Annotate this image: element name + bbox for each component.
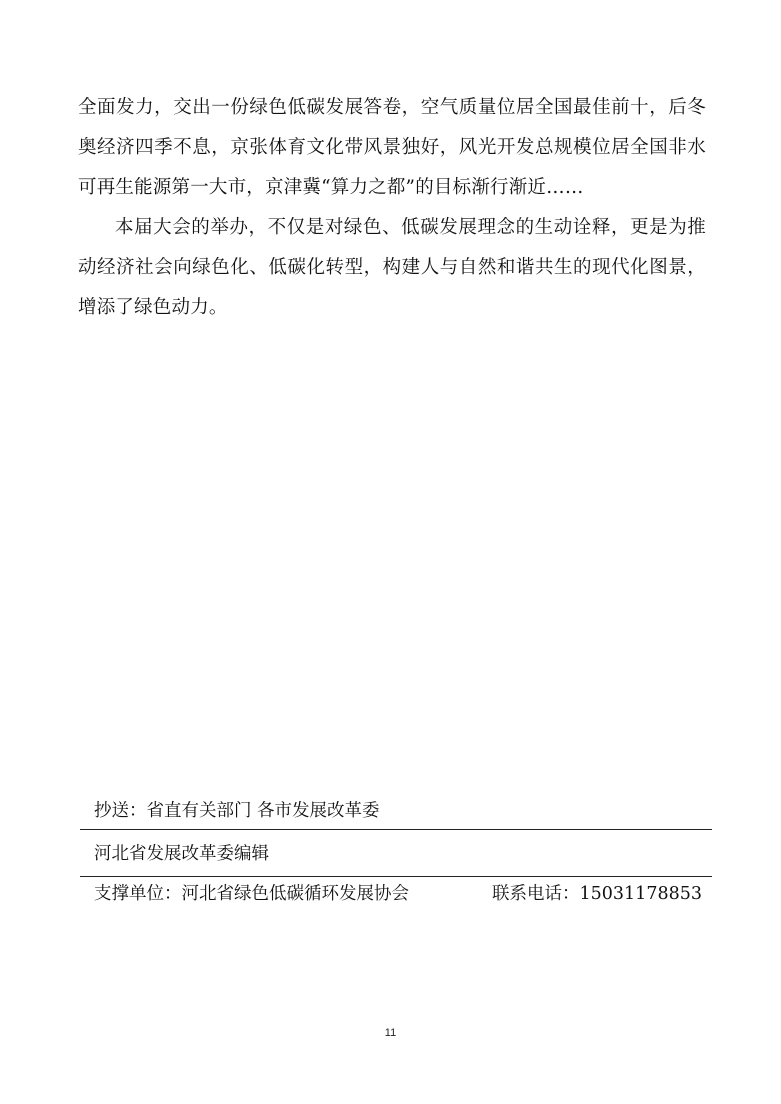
editor-row: [80, 830, 712, 877]
cc-text: 抄送：省直有关部门 各市发展改革委: [94, 801, 380, 821]
cc-row: [80, 793, 712, 830]
page-number: 11: [384, 1027, 397, 1039]
contact-phone-text: 联系电话：15031178853: [492, 884, 702, 904]
editor-text: 河北省发展改革委编辑: [94, 844, 269, 864]
body-text: [78, 88, 706, 328]
support-row: [80, 877, 712, 913]
support-unit-text: 支撑单位：河北省绿色低碳循环发展协会: [94, 884, 409, 904]
paragraph-conclusion: 本届大会的举办，不仅是对绿色、低碳发展理念的生动诠释，更是为推动经济社会向绿色化、低碳化转型，构建人与自然和谐共生的现代化图景，增添了绿色动力。: [78, 217, 706, 318]
paragraph-continuation: 全面发力，交出一份绿色低碳发展答卷，空气质量位居全国最佳前十，后冬奥经济四季不息，京张体育文化带风景独好，风光开发总规模位居全国非水可再生能源第一大市，京津冀“算力之都”的目标渐行渐近……: [78, 97, 706, 198]
